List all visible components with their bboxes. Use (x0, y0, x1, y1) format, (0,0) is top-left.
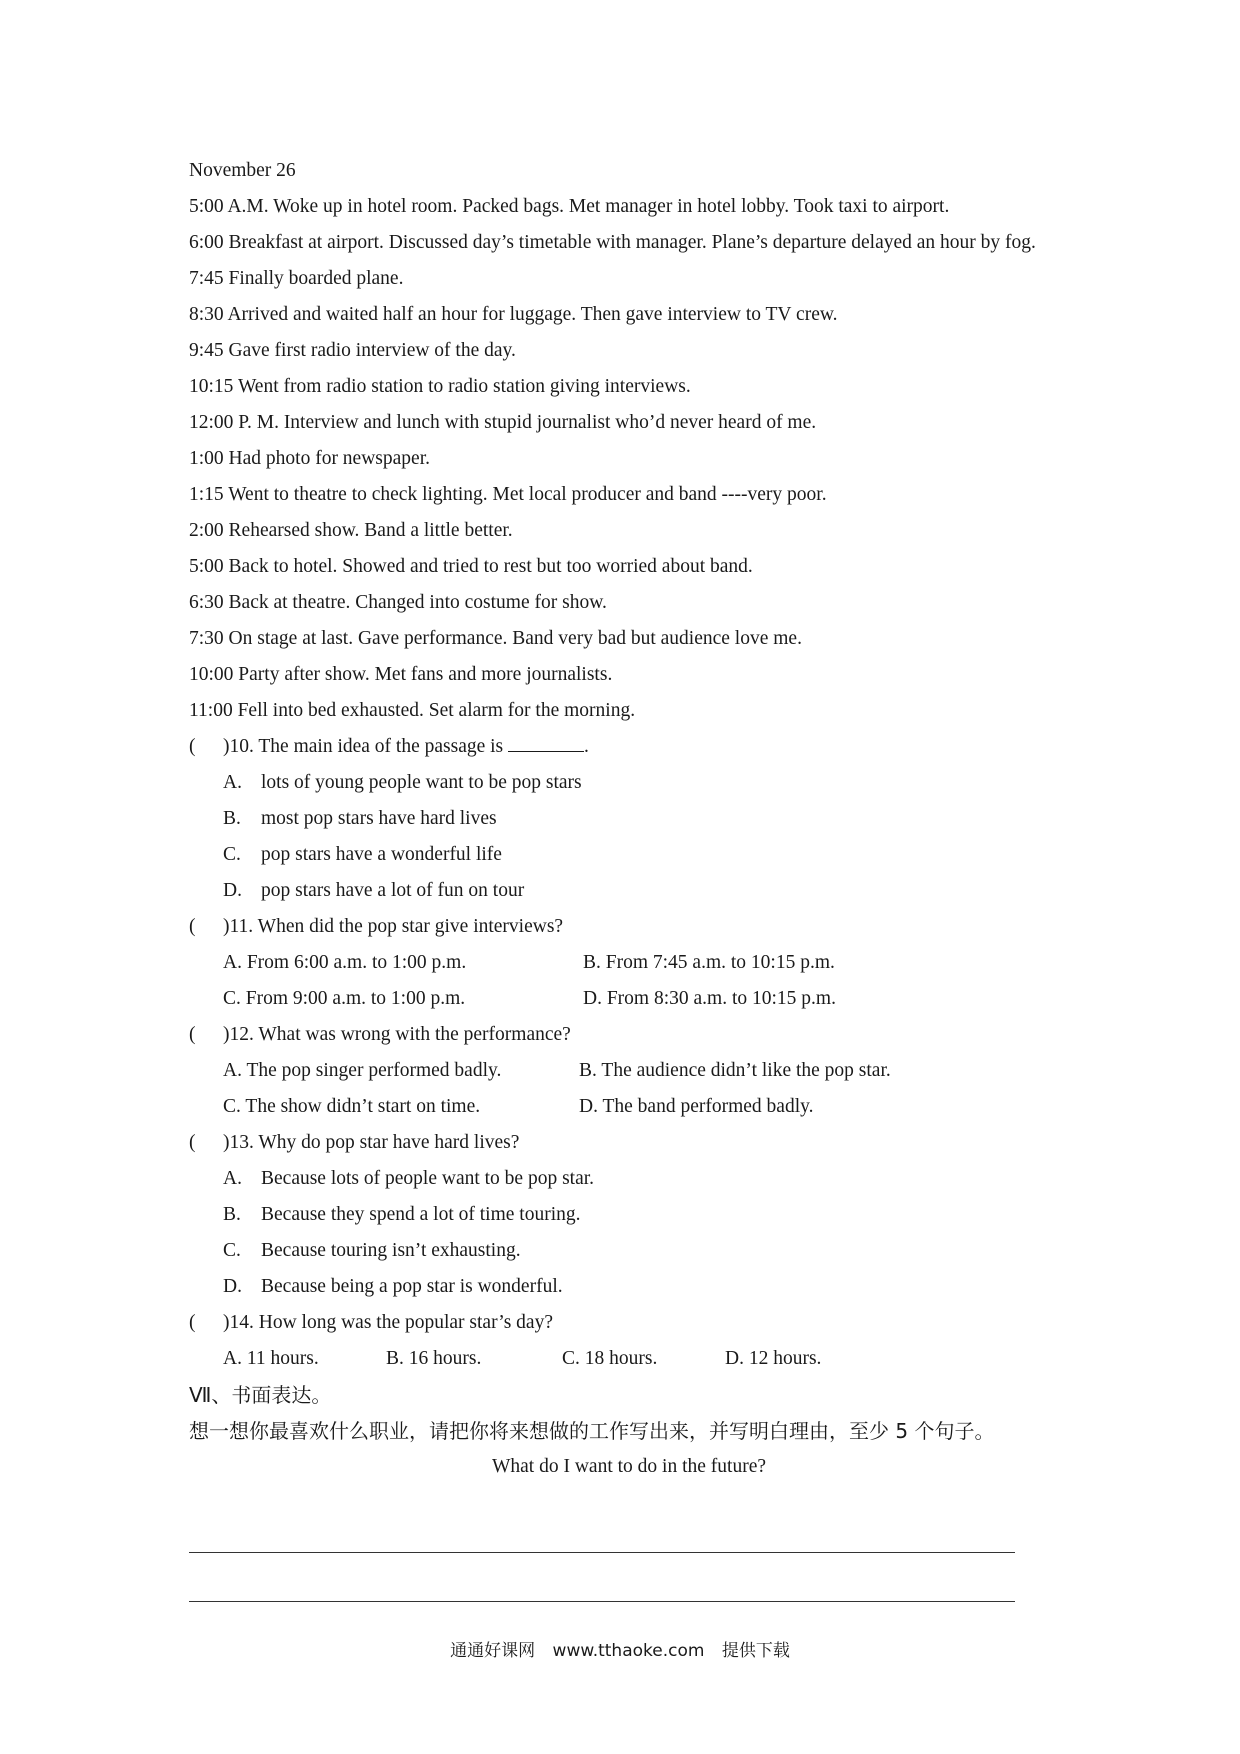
question-10-option-d[interactable] (189, 873, 1069, 909)
diary-entry: 6:00 Breakfast at airport. Discussed day’s timetable with manager. Plane’s departure delayed an hour by fog. (189, 232, 1036, 253)
question-10-option-c[interactable] (189, 837, 1069, 873)
question-11-option-a[interactable]: A. From 6:00 a.m. to 1:00 p.m. (223, 952, 467, 973)
option-letter: A. (223, 1168, 242, 1189)
diary-entry: 10:00 Party after show. Met fans and more journalists. (189, 664, 613, 685)
diary-entry: 12:00 P. M. Interview and lunch with stupid journalist who’d never heard of me. (189, 412, 817, 433)
option-letter: B. (223, 1204, 241, 1225)
option-letter: D. (223, 880, 242, 901)
answer-paren[interactable]: ( (189, 916, 196, 937)
diary-entry: 1:15 Went to theatre to check lighting. Met local producer and band ----very poor. (189, 484, 827, 505)
question-11-option-b[interactable]: B. From 7:45 a.m. to 10:15 p.m. (583, 952, 835, 973)
diary-entries (189, 189, 1069, 729)
question-12-options-row (189, 1053, 1069, 1089)
question-12-options-row (189, 1089, 1069, 1125)
question-13-option-c[interactable] (189, 1233, 1069, 1269)
option-text: Because they spend a lot of time touring. (261, 1204, 581, 1225)
question-13-stem (189, 1125, 1069, 1161)
answer-writing-line[interactable] (189, 1552, 1015, 1553)
question-14-options-row (189, 1341, 1069, 1377)
writing-instruction: 想一想你最喜欢什么职业，请把你将来想做的工作写出来，并写明白理由，至少 5 个句子。 (189, 1419, 995, 1443)
diary-entry: 2:00 Rehearsed show. Band a little better. (189, 520, 513, 541)
diary-entry: 8:30 Arrived and waited half an hour for luggage. Then gave interview to TV crew. (189, 304, 838, 325)
question-14-option-a[interactable]: A. 11 hours. (223, 1348, 319, 1369)
footer-url[interactable]: www.tthaoke.com (552, 1641, 705, 1661)
question-11-stem (189, 909, 1069, 945)
option-text: Because touring isn’t exhausting. (261, 1240, 521, 1261)
question-13-option-d[interactable] (189, 1269, 1069, 1305)
footer-site-name: 通通好课网 (450, 1641, 536, 1661)
answer-paren[interactable]: ( (189, 1024, 196, 1045)
question-13-option-b[interactable] (189, 1197, 1069, 1233)
diary-entry: 5:00 A.M. Woke up in hotel room. Packed bags. Met manager in hotel lobby. Took taxi to airport. (189, 196, 950, 217)
question-12-option-b[interactable]: B. The audience didn’t like the pop star. (579, 1060, 891, 1081)
option-text: pop stars have a lot of fun on tour (261, 880, 525, 901)
question-12-text: )12. What was wrong with the performance? (223, 1024, 571, 1045)
option-text: Because lots of people want to be pop star. (261, 1168, 595, 1189)
option-letter: C. (223, 844, 241, 865)
question-12-stem (189, 1017, 1069, 1053)
option-text: most pop stars have hard lives (261, 808, 497, 829)
question-14-text: )14. How long was the popular star’s day? (223, 1312, 553, 1333)
option-letter: B. (223, 808, 241, 829)
question-14-option-c[interactable]: C. 18 hours. (562, 1348, 658, 1369)
diary-entry: 11:00 Fell into bed exhausted. Set alarm for the morning. (189, 700, 636, 721)
writing-section-title: Ⅶ、书面表达。 (189, 1383, 332, 1407)
option-text: lots of young people want to be pop stars (261, 772, 582, 793)
question-10-suffix: . (584, 736, 589, 757)
question-10-text: )10. The main idea of the passage is (223, 736, 504, 757)
option-letter: C. (223, 1240, 241, 1261)
question-10-option-a[interactable] (189, 765, 1069, 801)
diary-entry: 6:30 Back at theatre. Changed into costume for show. (189, 592, 607, 613)
question-12-option-a[interactable]: A. The pop singer performed badly. (223, 1060, 502, 1081)
diary-entry: 1:00 Had photo for newspaper. (189, 448, 430, 469)
question-11-options-row (189, 945, 1069, 981)
option-text: pop stars have a wonderful life (261, 844, 502, 865)
question-13-text: )13. Why do pop star have hard lives? (223, 1132, 520, 1153)
diary-entry: 7:30 On stage at last. Gave performance. Band very bad but audience love me. (189, 628, 802, 649)
footer-note: 提供下载 (721, 1641, 790, 1661)
page-content (189, 153, 1069, 1485)
question-10-stem (189, 729, 1069, 765)
question-14-option-d[interactable]: D. 12 hours. (725, 1348, 822, 1369)
essay-title: What do I want to do in the future? (492, 1456, 766, 1477)
diary-entry: 7:45 Finally boarded plane. (189, 268, 404, 289)
option-text: Because being a pop star is wonderful. (261, 1276, 563, 1297)
question-11-option-c[interactable]: C. From 9:00 a.m. to 1:00 p.m. (223, 988, 466, 1009)
question-11-text: )11. When did the pop star give interviews? (223, 916, 564, 937)
question-10-option-b[interactable] (189, 801, 1069, 837)
answer-paren[interactable]: ( (189, 1132, 196, 1153)
diary-entry: 5:00 Back to hotel. Showed and tried to rest but too worried about band. (189, 556, 753, 577)
fill-in-blank[interactable] (508, 729, 584, 752)
answer-paren[interactable]: ( (189, 1312, 196, 1333)
diary-date: November 26 (189, 160, 296, 181)
question-11-options-row (189, 981, 1069, 1017)
answer-writing-line[interactable] (189, 1601, 1015, 1602)
question-12-option-c[interactable]: C. The show didn’t start on time. (223, 1096, 481, 1117)
option-letter: D. (223, 1276, 242, 1297)
question-13-option-a[interactable] (189, 1161, 1069, 1197)
option-letter: A. (223, 772, 242, 793)
answer-paren[interactable]: ( (189, 736, 196, 757)
question-14-option-b[interactable]: B. 16 hours. (386, 1348, 482, 1369)
diary-entry: 10:15 Went from radio station to radio station giving interviews. (189, 376, 691, 397)
page-footer (0, 1636, 1240, 1661)
diary-entry: 9:45 Gave first radio interview of the day. (189, 340, 516, 361)
question-14-stem (189, 1305, 1069, 1341)
question-12-option-d[interactable]: D. The band performed badly. (579, 1096, 814, 1117)
question-11-option-d[interactable]: D. From 8:30 a.m. to 10:15 p.m. (583, 988, 836, 1009)
